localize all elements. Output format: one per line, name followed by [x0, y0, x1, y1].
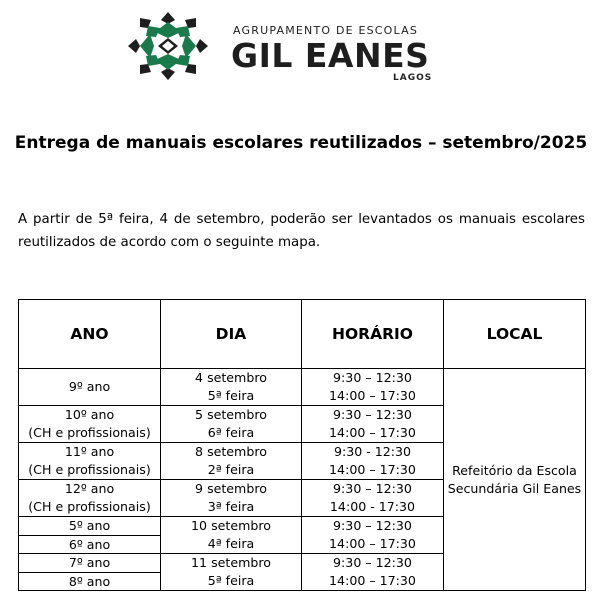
horario-afternoon: 14:00 – 17:30 — [329, 536, 416, 551]
local-line-2: Secundária Gil Eanes — [447, 480, 582, 496]
dia-date: 8 setembro — [195, 444, 267, 459]
ano-cell — [19, 406, 161, 443]
horario-morning: 9:30 – 12:30 — [333, 555, 412, 570]
schedule-table — [18, 299, 586, 591]
horario-cell — [302, 443, 444, 480]
ano-label: 10º ano — [64, 407, 115, 422]
ano-sublabel: (CH e profissionais) — [28, 462, 151, 477]
school-logo-icon — [126, 10, 210, 82]
local-cell — [444, 369, 586, 591]
ano-cell: 7º ano — [19, 554, 161, 573]
dia-date: 10 setembro — [191, 518, 271, 533]
ano-sublabel: (CH e profissionais) — [28, 425, 151, 440]
header-local: LOCAL — [444, 300, 586, 369]
local-line-1: Refeitório da Escola — [452, 463, 577, 478]
intro-paragraph: A partir de 5ª feira, 4 de setembro, poderão ser levantados os manuais escolares reutilizados de acordo com o seguinte mapa. — [18, 212, 585, 250]
dia-date: 11 setembro — [191, 555, 271, 570]
ano-cell: 5º ano — [19, 517, 161, 536]
dia-date: 4 setembro — [195, 370, 267, 385]
horario-morning: 9:30 – 12:30 — [333, 407, 412, 422]
ano-label: 12º ano — [64, 481, 115, 496]
horario-cell — [302, 517, 444, 554]
horario-cell — [302, 554, 444, 591]
ano-cell — [19, 443, 161, 480]
ano-sublabel: (CH e profissionais) — [28, 499, 151, 514]
horario-morning: 9:30 - 12:30 — [333, 444, 412, 459]
horario-morning: 9:30 – 12:30 — [333, 370, 412, 385]
dia-weekday: 2ª feira — [207, 462, 255, 477]
dia-weekday: 5ª feira — [207, 388, 255, 403]
page-title: Entrega de manuais escolares reutilizados – setembro/2025 — [14, 133, 588, 153]
dia-date: 5 setembro — [195, 407, 267, 422]
dia-cell — [161, 443, 302, 480]
org-tagline: AGRUPAMENTO DE ESCOLAS — [233, 24, 419, 37]
org-place: LAGOS — [393, 73, 433, 83]
dia-cell — [161, 517, 302, 554]
header-horario: HORÁRIO — [302, 300, 444, 369]
dia-weekday: 6ª feira — [207, 425, 255, 440]
horario-afternoon: 14:00 – 17:30 — [329, 573, 416, 588]
ano-cell: 6º ano — [19, 535, 161, 554]
ano-label: 11º ano — [64, 444, 115, 459]
horario-afternoon: 14:00 – 17:30 — [329, 462, 416, 477]
org-name: GIL EANES — [231, 36, 430, 75]
dia-cell — [161, 554, 302, 591]
dia-cell — [161, 406, 302, 443]
horario-afternoon: 14:00 - 17:30 — [329, 499, 416, 514]
ano-cell — [19, 480, 161, 517]
header-dia: DIA — [161, 300, 302, 369]
horario-cell — [302, 406, 444, 443]
horario-afternoon: 14:00 – 17:30 — [329, 388, 416, 403]
header-ano: ANO — [19, 300, 161, 369]
ano-cell: 8º ano — [19, 572, 161, 591]
horario-morning: 9:30 – 12:30 — [333, 481, 412, 496]
horario-afternoon: 14:00 – 17:30 — [329, 425, 416, 440]
horario-cell — [302, 369, 444, 406]
dia-date: 9 setembro — [195, 481, 267, 496]
dia-cell — [161, 480, 302, 517]
dia-cell — [161, 369, 302, 406]
dia-weekday: 3ª feira — [207, 499, 255, 514]
horario-morning: 9:30 – 12:30 — [333, 518, 412, 533]
ano-cell: 9º ano — [19, 369, 161, 406]
horario-cell — [302, 480, 444, 517]
table-header-row — [19, 300, 586, 369]
dia-weekday: 4ª feira — [207, 536, 255, 551]
dia-weekday: 5ª feira — [207, 573, 255, 588]
